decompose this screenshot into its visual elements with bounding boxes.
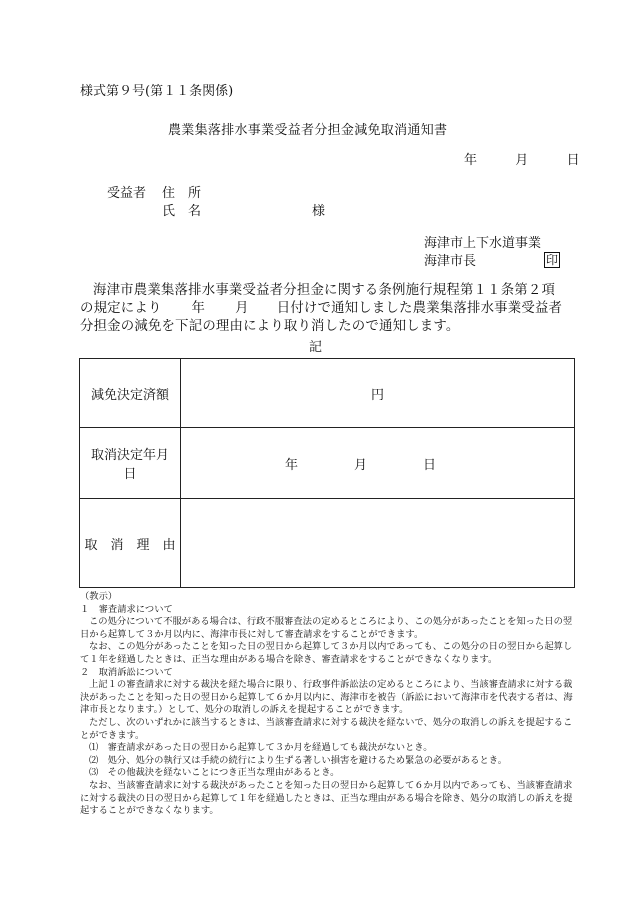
body-line-1: 海津市農業集落排水事業受益者分担金に関する条例施行規程第１１条第２項 [93,283,556,298]
table-row [80,359,575,428]
table-row [80,499,575,588]
notice-heading: （教示） [80,591,118,602]
notice-s2-p3: なお、当該審査請求に対する裁決があったことを知った日の翌日から起算して６か月以内であっても、当該審査請求に対する裁決の日の翌日から起算して１年を経過したときは、正当な理由がある場合を除き、処分の取消しの訴えを提起することができなくなります。 [80,779,573,817]
cancel-date-label-line1: 取消決定年月 [90,448,169,463]
date-line [464,149,580,168]
notice-s1-p2: なお、この処分があったことを知った日の翌日から起算して３か月以内であっても、この処分の日の翌日から起算して１年を経過したときは、正当な理由がある場合を除き、審査請求をすることができなくなります。 [80,641,573,665]
appeal-notice [80,591,580,818]
seal-mark [544,249,560,268]
name-label: 氏 名 [162,204,202,219]
notice-item-1: ⑴ 審査請求があった日の翌日から起算して３か月を経過しても裁決がないとき。 [89,742,433,754]
cancel-date-year: 年 [285,457,299,473]
form-number: 様式第９号(第１１条関係) [80,84,234,99]
ki-mark: 記 [309,340,323,355]
cancel-date-label-line2: 日 [123,467,137,482]
date-month: 月 [515,153,529,168]
cancel-date-month: 月 [354,457,368,473]
body-line-2 [80,300,580,318]
notice-s1-title: １ 審査請求について [80,603,173,615]
cancel-date-day: 日 [423,457,437,473]
cancel-date-value [181,428,575,499]
document-title: 農業集落排水事業受益者分担金減免取消通知書 [168,123,448,138]
honorific: 様 [312,204,326,219]
body-line-3: 分担金の減免を下記の理由により取り消したので通知します。 [80,319,460,334]
issuer-title: 海津市長 [424,254,477,269]
notice-s2-p2: ただし、次のいずれかに該当するときは、当該審査請求に対する裁決を経ないで、処分の取消しの訴えを提起することができます。 [80,716,573,741]
notice-item-2: ⑵ 処分、処分の執行又は手続の続行により生ずる著しい損害を避けるため緊急の必要があるとき。 [89,754,507,766]
notice-s2-p1: 上記１の審査請求に対する裁決を経た場合に限り、行政事件訴訟法の定めるところにより、当該審査請求に対する裁決があったことを知った日の翌日から起算して６か月以内に、海津市を被告（訴訟において海津市を代表する者は、海津市長となります。）として、処分の取消しの訴えを提起することができます。 [80,679,573,716]
body-line-2b: 日付けで通知しました農業集落排水事業受益者 [276,301,563,316]
cancellation-table [79,358,575,588]
cancel-reason-value [181,499,575,588]
notice-s2-title: ２ 取消訴訟について [80,666,173,678]
date-year: 年 [464,153,478,168]
cancel-reason-label: 取 消 理 由 [80,499,181,588]
notice-s1-p1: この処分について不服がある場合は、行政不服審査法の定めるところにより、この処分があったことを知った日の翌日から起算して３か月以内に、海津市長に対して審査請求をすることができます。 [80,616,573,640]
exemption-amount-value: 円 [181,359,575,428]
body-paragraph [80,282,580,336]
seal-char: 印 [546,253,559,267]
exemption-amount-label: 減免決定済額 [80,359,181,428]
body-line-2-year: 年 [191,301,206,316]
recipient-label: 受益者 [107,186,147,201]
notice-item-3: ⑶ その他裁決を経ないことにつき正当な理由があるとき。 [89,767,340,779]
address-label: 住 所 [162,186,202,201]
body-line-2a: の規定により [80,301,162,316]
issuer-org: 海津市上下水道事業 [424,236,542,251]
date-day: 日 [566,153,580,168]
table-row [80,428,575,499]
body-line-2-month: 月 [235,301,249,316]
cancel-date-label [80,428,181,499]
